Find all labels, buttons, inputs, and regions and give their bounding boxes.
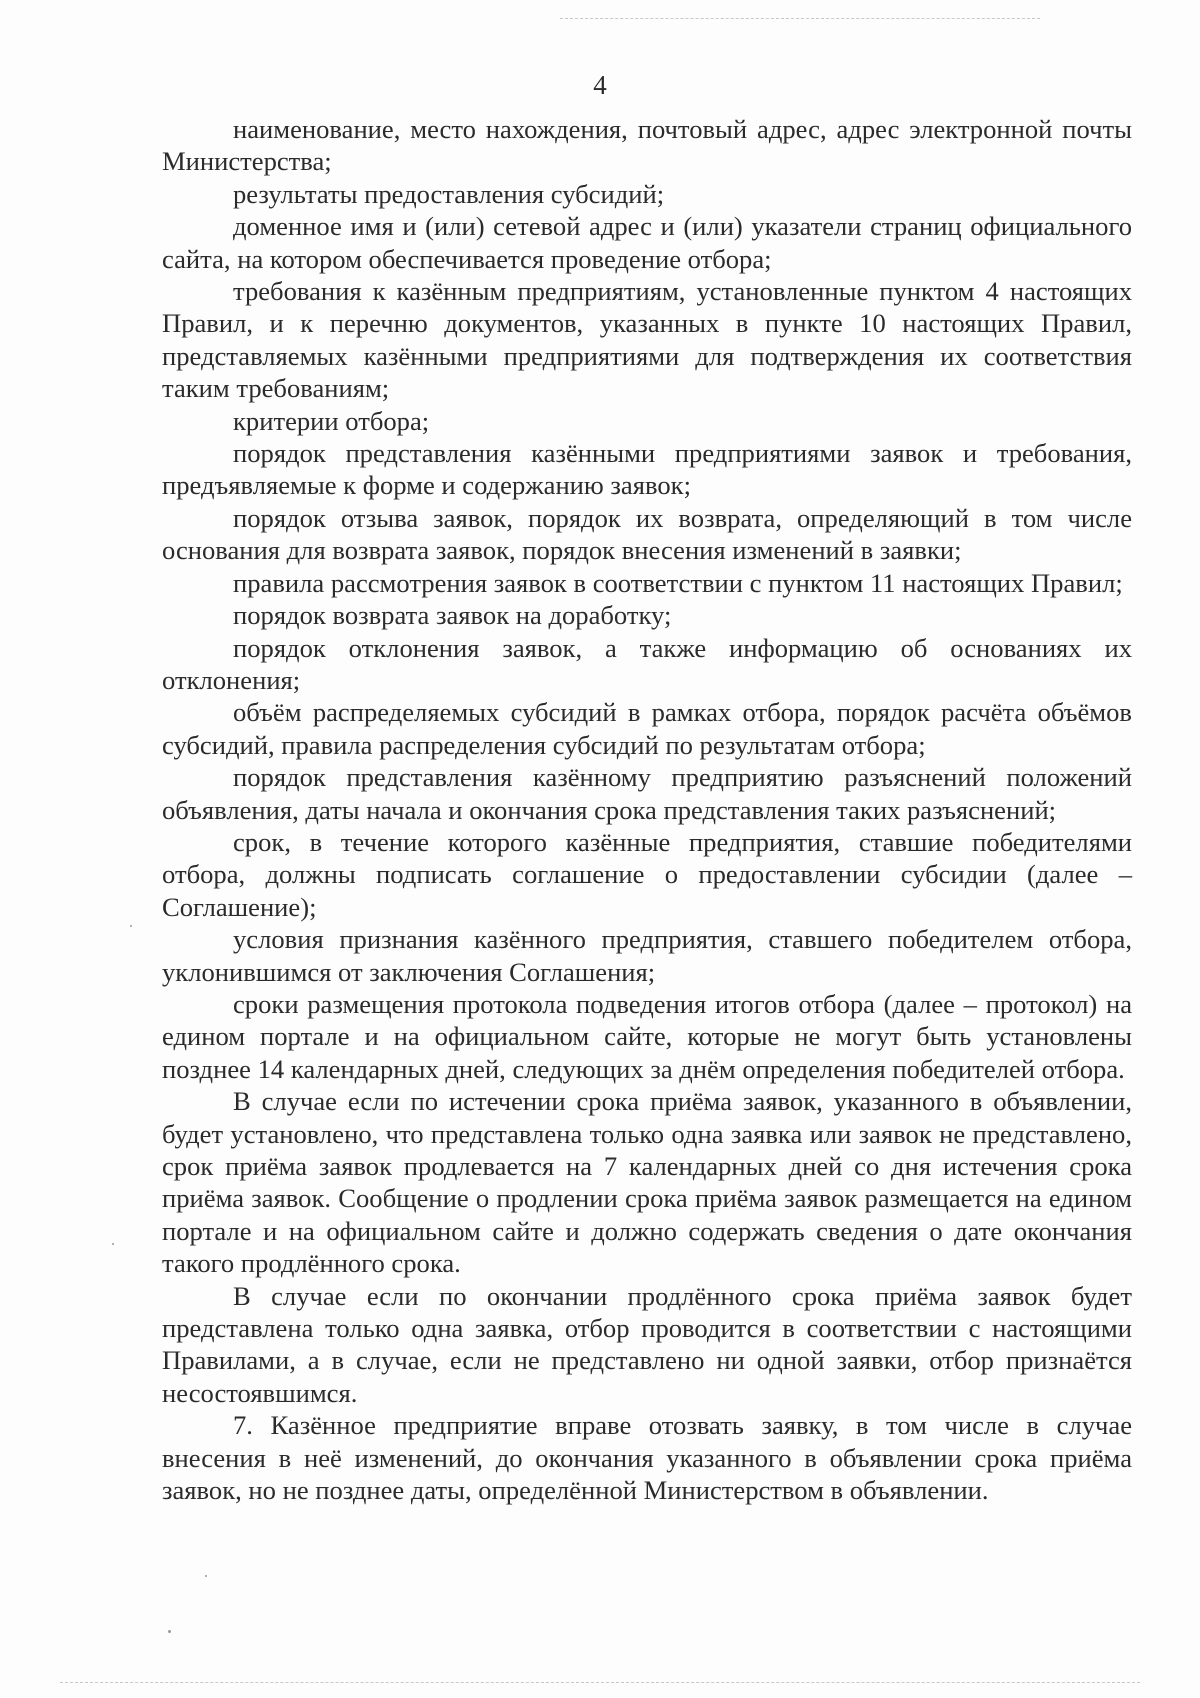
paragraph-6: порядок представления казёнными предприятиями заявок и требования, предъявляемые к форме и содержанию заявок; xyxy=(162,438,1132,501)
paragraph-15: сроки размещения протокола подведения итогов отбора (далее – протокол) на едином портале и на официальном сайте, которые не могут быть установлены позднее 14 календарных дней, следующих за днём определения победителей отбора. xyxy=(162,988,1132,1084)
document-body xyxy=(162,113,1132,1506)
paragraph-12: порядок представления казённому предприятию разъяснений положений объявления, даты начала и окончания срока представления таких разъяснений; xyxy=(162,762,1132,825)
scan-speck xyxy=(168,1630,171,1633)
paragraph-14: условия признания казённого предприятия, ставшего победителем отбора, уклонившимся от заключения Соглашения; xyxy=(162,924,1132,987)
paragraph-10: порядок отклонения заявок, а также информацию об основаниях их отклонения; xyxy=(162,632,1132,695)
scan-speck xyxy=(112,1243,114,1245)
paragraph-5: критерии отбора; xyxy=(233,405,430,436)
paragraph-9: порядок возврата заявок на доработку; xyxy=(233,600,672,631)
paragraph-17: В случае если по окончании продлённого срока приёма заявок будет представлена только одна заявка, отбор проводится в соответствии с настоящими Правилами, а в случае, если не представлено ни одной заявки, отбор признаётся несостоявшимся. xyxy=(162,1280,1132,1408)
scan-edge-line xyxy=(60,1682,1140,1683)
paragraph-8: правила рассмотрения заявок в соответствии с пунктом 11 настоящих Правил; xyxy=(233,567,1123,598)
paragraph-4: требования к казённым предприятиям, установленные пунктом 4 настоящих Правил, и к перечню документов, указанных в пункте 10 настоящих Правил, представляемых казёнными предприятиями для подтверждения их соответствия таким требованиям; xyxy=(162,276,1132,404)
paragraph-2: результаты предоставления субсидий; xyxy=(233,178,665,209)
scan-edge-line xyxy=(560,18,1040,19)
paragraph-16: В случае если по истечении срока приёма заявок, указанного в объявлении, будет установлено, что представлена только одна заявка или заявок не представлено, срок приёма заявок продлевается на 7 календарных дней со дня истечения срока приёма заявок. Сообщение о продлении срока приёма заявок размещается на едином портале и на официальном сайте и должно содержать сведения о дате окончания такого продлённого срока. xyxy=(162,1086,1132,1279)
paragraph-13: срок, в течение которого казённые предприятия, ставшие победителями отбора, должны подписать соглашение о предоставлении субсидии (далее – Соглашение); xyxy=(162,826,1132,922)
paragraph-7: порядок отзыва заявок, порядок их возврата, определяющий в том числе основания для возврата заявок, порядок внесения изменений в заявки; xyxy=(162,502,1132,566)
scan-speck xyxy=(130,925,132,927)
paragraph-3: доменное имя и (или) сетевой адрес и (или) указатели страниц официального сайта, на котором обеспечивается проведение отбора; xyxy=(162,211,1132,274)
paragraph-1: наименование, место нахождения, почтовый адрес, адрес электронной почты Министерства; xyxy=(162,114,1132,177)
paragraph-18: 7. Казённое предприятие вправе отозвать заявку, в том числе в случае внесения в неё изменений, до окончания указанного в объявлении срока приёма заявок, но не позднее даты, определённой Министерством в объявлении. xyxy=(162,1410,1132,1506)
page-number: 4 xyxy=(593,70,607,100)
scan-speck xyxy=(205,1575,207,1577)
paragraph-11: объём распределяемых субсидий в рамках отбора, порядок расчёта объёмов субсидий, правила распределения субсидий по результатам отбора; xyxy=(162,697,1132,760)
